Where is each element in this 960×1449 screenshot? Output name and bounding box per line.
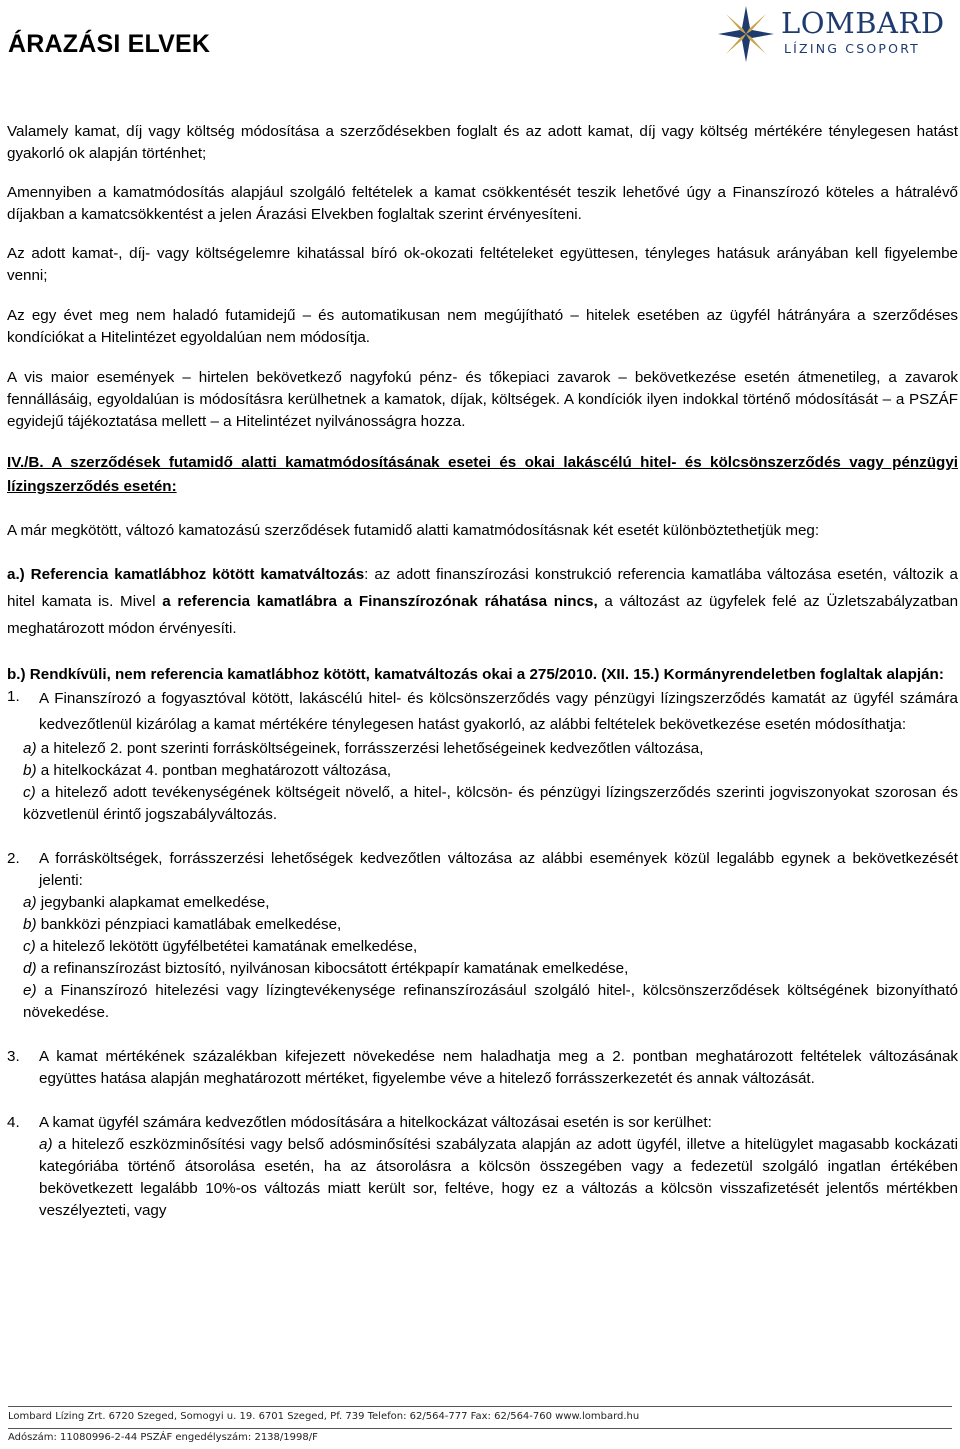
lombard-star-logo-icon: [716, 4, 776, 64]
section-heading: IV./B. A szerződések futamidő alatti kamatmódosításának esetei és okai lakáscélú hitel- és kölcsönszerződés vagy pénzügyi lízingszerződés esetén:: [7, 454, 958, 495]
sub-item: [7, 914, 958, 936]
sub-item: [7, 892, 958, 914]
paragraph-referencia: [7, 561, 958, 642]
paragraph-rendkivuli: b.) Rendkívüli, nem referencia kamatlábhoz kötött, kamatváltozás okai a 275/2010. (XII. 15.) Kormányrendeletben foglaltak alapján:: [7, 666, 944, 683]
list-text: A forrásköltségek, forrásszerzési lehetőségek kedvezőtlen változása az alábbi események közül legalább egynek a bekövetkezését jelenti:: [39, 850, 958, 889]
paragraph: Az egy évet meg nem haladó futamidejű – és automatikusan nem megújítható – hitelek esetében az ügyfél hátrányára a szerződéses kondíciókat a Hitelintézet egyoldalúan nem módosítja.: [7, 307, 958, 346]
sub-label: a): [23, 894, 37, 911]
numbered-list: [7, 686, 958, 1222]
paragraph: Az adott kamat-, díj- vagy költségelemre kihatással bíró ok-okozati feltételeket együttesen, tényleges hatásuk arányában kell figyelembe venni;: [7, 245, 958, 284]
list-item: [7, 686, 958, 738]
sub-label: c): [23, 938, 36, 955]
list-item: [7, 848, 958, 892]
sub-text: jegybanki alapkamat emelkedése,: [36, 894, 270, 911]
list-item: [7, 1046, 958, 1090]
text-run: a változást az ügyfelek felé az Üzletszabályzatban meghatározott módon érvényesíti.: [7, 593, 959, 637]
sub-item: [7, 738, 958, 760]
footer-divider: [8, 1406, 952, 1407]
bold-run: a.) Referencia kamatlábhoz kötött kamatváltozás: [7, 566, 365, 583]
paragraph: Valamely kamat, díj vagy költség módosítása a szerződésekben foglalt és az adott kamat, díj vagy költség mértékére ténylegesen hatást gyakorló ok alapján történhet;: [7, 123, 958, 162]
footer-registration: Adószám: 11080996-2-44 PSZÁF engedélyszám: 2138/1998/F: [8, 1432, 318, 1443]
sub-text: bankközi pénzpiaci kamatlábak emelkedése,: [36, 916, 342, 933]
sub-item: [7, 958, 958, 980]
sub-text: a hitelező adott tevékenységének költségeit növelő, a hitel-, kölcsön- és pénzügyi lízingszerződés szerinti jogviszonyokat szorosan és közvetlenül érintő jogszabályváltozás.: [23, 784, 958, 823]
sub-text: a hitelező 2. pont szerinti forrásköltségeinek, forrásszerzési lehetőségeinek kedvezőtlen változása,: [36, 740, 704, 757]
sub-item: [7, 936, 958, 958]
list-text: A kamat mértékének százalékban kifejezett növekedése nem haladhatja meg a 2. pontban meghatározott feltételek változásának együttes hatása alapján meghatározott mértéket, figyelembe véve a hitelező forrásszerkezetét és annak változását.: [39, 1048, 958, 1087]
sub-label: a): [23, 740, 37, 757]
list-text: A kamat ügyfél számára kedvezőtlen módosítására a hitelkockázat változásai esetén is sor kerülhet:: [39, 1114, 712, 1131]
list-number: 3.: [7, 1048, 20, 1065]
sub-item: [7, 760, 958, 782]
paragraph: A már megkötött, változó kamatozású szerződések futamidő alatti kamatmódosításnak két esetét különböztethetjük meg:: [7, 522, 820, 539]
sub-label: d): [23, 960, 37, 977]
sub-item: [7, 980, 958, 1024]
sub-text: a hitelező eszközminősítési vagy belső adósminősítési szabályzata alapján az adott ügyfél, illetve a hitelügylet magasabb kockázati kategóriába történő átsorolása esetén, ha az átsorolásra a kölcsön összegében vagy a fedezetül szolgáló ingatlan értékében bekövetkezett legalább 10%-os változás miatt került sor, feltéve, hogy ez a változás a kölcsön visszafizetését jelentős mértékben veszélyezteti, vagy: [39, 1136, 958, 1219]
logo-tagline: LÍZING CSOPORT: [784, 41, 921, 56]
bold-run: a referencia kamatlábra a Finanszírozónak ráhatása nincs,: [162, 593, 598, 610]
sub-label: e): [23, 982, 37, 999]
sub-item: [7, 1134, 958, 1222]
sub-item: [7, 782, 958, 826]
list-number: 2.: [7, 850, 20, 867]
sub-text: a Finanszírozó hitelezési vagy lízingtevékenysége refinanszírozásául szolgáló hitel-, kölcsönszerződések költségének bizonyítható növekedése.: [23, 982, 958, 1021]
list-item: [7, 1112, 958, 1134]
footer-divider: [8, 1428, 952, 1429]
sub-text: a hitelkockázat 4. pontban meghatározott változása,: [36, 762, 392, 779]
list-number: 4.: [7, 1114, 20, 1131]
sub-text: a refinanszírozást biztosító, nyilvánosan kibocsátott értékpapír kamatának emelkedése,: [36, 960, 629, 977]
sub-label: a): [39, 1136, 53, 1153]
footer-address: Lombard Lízing Zrt. 6720 Szeged, Somogyi u. 19. 6701 Szeged, Pf. 739 Telefon: 62/564-777 Fax: 62/564-760 www.lombard.hu: [8, 1411, 640, 1422]
company-logo: [716, 4, 956, 64]
sub-label: b): [23, 916, 37, 933]
paragraph: A vis maior események – hirtelen bekövetkező nagyfokú pénz- és tőkepiaci zavarok – bekövetkezése esetén átmenetileg, a zavarok fennállásáig, egyoldalúan is módosításra kerülhetnek a kamatok, díjak, költségek. A kondíciók ilyen indokkal történő módosítását – a PSZÁF egyidejű tájékoztatása mellett – a Hitelintézet nyilvánosságra hozza.: [7, 369, 958, 430]
document-body: [7, 121, 958, 1222]
list-number: 1.: [7, 688, 20, 705]
list-text: A Finanszírozó a fogyasztóval kötött, lakáscélú hitel- és kölcsönszerződés vagy pénzügyi lízingszerződés kamatát az ügyfél számára kedvezőtlenül kizárólag a kamat mértékére ténylegesen hatást gyakorló, az alábbi feltételek bekövetkezése esetén módosíthatja:: [39, 690, 958, 733]
page-title: ÁRAZÁSI ELVEK: [8, 30, 211, 58]
text-run: : az adott finanszírozási konstrukció referencia kamatlába változása esetén, változik a hitel kamata is. Mivel: [7, 566, 958, 610]
logo-name: LOMBARD: [781, 6, 945, 40]
paragraph: Amennyiben a kamatmódosítás alapjául szolgáló feltételek a kamat csökkentését teszik lehetővé úgy a Finanszírozó köteles a hátralévő díjakban a kamatcsökkentést a jelen Árazási Elvekben foglaltak szerint érvényesíteni.: [7, 184, 958, 223]
sub-label: c): [23, 784, 36, 801]
sub-text: a hitelező lekötött ügyfélbetétei kamatának emelkedése,: [35, 938, 418, 955]
sub-label: b): [23, 762, 37, 779]
